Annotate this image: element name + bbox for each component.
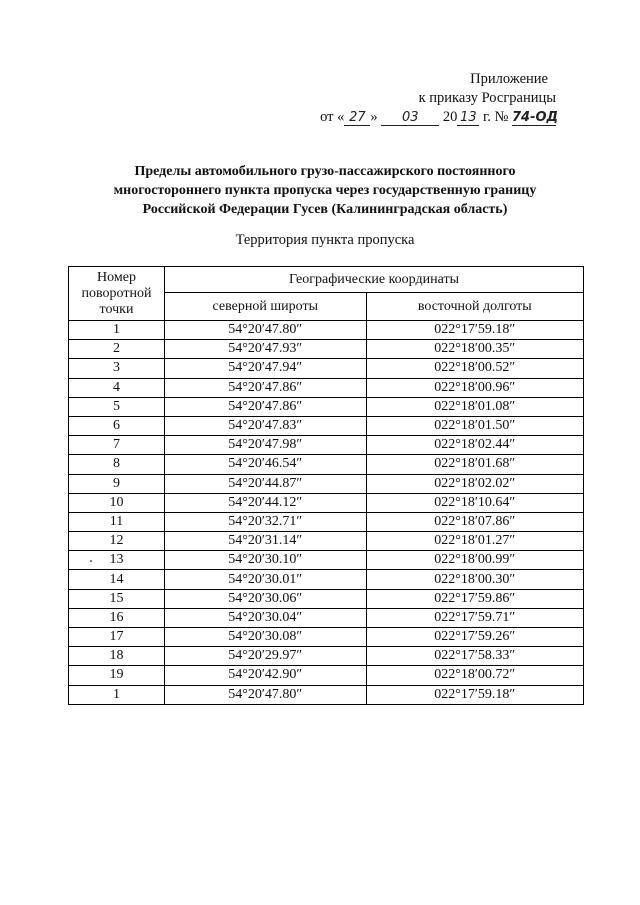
longitude-cell: 022°17′58.33″ (366, 647, 583, 666)
point-number-cell: 9 (69, 474, 165, 493)
point-number-cell: 7 (69, 436, 165, 455)
table-row (69, 608, 584, 627)
point-number-cell: 2 (69, 340, 165, 359)
latitude-cell: 54°20′46.54″ (165, 455, 367, 474)
latitude-cell: 54°20′30.01″ (165, 570, 367, 589)
point-number-cell: 13 (69, 551, 165, 570)
table-row (69, 666, 584, 685)
latitude-cell: 54°20′47.86″ (165, 378, 367, 397)
longitude-cell: 022°17′59.26″ (366, 628, 583, 647)
longitude-cell: 022°18′01.68″ (366, 455, 583, 474)
year-prefix: 20 (442, 109, 458, 125)
longitude-cell: 022°17′59.18″ (366, 321, 583, 340)
table-row (69, 359, 584, 378)
longitude-cell: 022°18′00.96″ (366, 378, 583, 397)
table-body (69, 321, 584, 705)
table-row (69, 532, 584, 551)
table-row (69, 647, 584, 666)
longitude-cell: 022°18′01.50″ (366, 416, 583, 435)
table-row (69, 340, 584, 359)
table-row (69, 397, 584, 416)
table-row (69, 378, 584, 397)
point-number-cell: 8 (69, 455, 165, 474)
point-number-cell: 19 (69, 666, 165, 685)
table-row (69, 436, 584, 455)
point-number-cell: 12 (69, 532, 165, 551)
longitude-cell: 022°18′00.72″ (366, 666, 583, 685)
title-line: многостороннего пункта пропуска через государственную границу (113, 183, 537, 198)
title-line: Российской Федерации Гусев (Калининградская область) (142, 202, 508, 217)
latitude-cell: 54°20′30.04″ (165, 608, 367, 627)
table-row (69, 512, 584, 531)
point-number-cell: 18 (69, 647, 165, 666)
number-label: г. № (482, 109, 509, 125)
point-number-cell: 17 (69, 628, 165, 647)
latitude-cell: 54°20′47.80″ (165, 321, 367, 340)
longitude-cell: 022°17′59.86″ (366, 589, 583, 608)
appendix-date-line (320, 108, 559, 127)
point-number-cell: 1 (69, 685, 165, 704)
point-number-cell: 4 (69, 378, 165, 397)
point-number-cell: 3 (69, 359, 165, 378)
longitude-cell: 022°17′59.18″ (366, 685, 583, 704)
latitude-cell: 54°20′32.71″ (165, 512, 367, 531)
table-row (69, 474, 584, 493)
latitude-cell: 54°20′31.14″ (165, 532, 367, 551)
date-month: 03 (381, 111, 439, 126)
latitude-cell: 54°20′42.90″ (165, 666, 367, 685)
latitude-cell: 54°20′47.83″ (165, 416, 367, 435)
document-title (60, 162, 590, 219)
point-number-cell: 11 (69, 512, 165, 531)
table-row (69, 416, 584, 435)
date-close-quote: » (370, 109, 378, 125)
date-day: 27 (344, 111, 370, 126)
longitude-cell: 022°18′00.99″ (366, 551, 583, 570)
latitude-cell: 54°20′30.06″ (165, 589, 367, 608)
longitude-cell: 022°18′00.30″ (366, 570, 583, 589)
longitude-cell: 022°17′59.71″ (366, 608, 583, 627)
latitude-cell: 54°20′47.94″ (165, 359, 367, 378)
appendix-label: Приложение (470, 71, 548, 87)
appendix-header (320, 70, 559, 127)
latitude-cell: 54°20′47.93″ (165, 340, 367, 359)
table-row (69, 551, 584, 570)
table-row (69, 455, 584, 474)
table-row (69, 493, 584, 512)
table-row (69, 628, 584, 647)
coordinates-table (68, 266, 584, 705)
latitude-cell: 54°20′47.98″ (165, 436, 367, 455)
header-geo-coordinates: Географические координаты (165, 267, 584, 293)
point-number-cell: 16 (69, 608, 165, 627)
header-latitude: северной широты (165, 293, 367, 321)
table-row (69, 570, 584, 589)
point-number-cell: 10 (69, 493, 165, 512)
latitude-cell: 54°20′47.80″ (165, 685, 367, 704)
year-suffix: 13 (457, 111, 479, 126)
longitude-cell: 022°18′01.08″ (366, 397, 583, 416)
longitude-cell: 022°18′01.27″ (366, 532, 583, 551)
header-point-number: Номер поворотной точки (69, 267, 165, 321)
document-subtitle: Территория пункта пропуска (235, 232, 415, 248)
table-row (69, 685, 584, 704)
header-longitude: восточной долготы (366, 293, 583, 321)
longitude-cell: 022°18′00.52″ (366, 359, 583, 378)
point-number-cell: 6 (69, 416, 165, 435)
appendix-order-ref: к приказу Росграницы (418, 90, 556, 106)
order-number: 74-ОД (512, 110, 559, 125)
longitude-cell: 022°18′00.35″ (366, 340, 583, 359)
longitude-cell: 022°18′02.02″ (366, 474, 583, 493)
latitude-cell: 54°20′30.10″ (165, 551, 367, 570)
latitude-cell: 54°20′44.87″ (165, 474, 367, 493)
latitude-cell: 54°20′47.86″ (165, 397, 367, 416)
table-row (69, 321, 584, 340)
date-prefix: от « (320, 109, 345, 125)
point-number-cell: 14 (69, 570, 165, 589)
table-row (69, 589, 584, 608)
point-number-cell: 1 (69, 321, 165, 340)
title-line: Пределы автомобильного грузо-пассажирского постоянного (134, 164, 516, 179)
latitude-cell: 54°20′30.08″ (165, 628, 367, 647)
point-number-cell: 15 (69, 589, 165, 608)
point-number-cell: 5 (69, 397, 165, 416)
longitude-cell: 022°18′02.44″ (366, 436, 583, 455)
longitude-cell: 022°18′07.86″ (366, 512, 583, 531)
longitude-cell: 022°18′10.64″ (366, 493, 583, 512)
latitude-cell: 54°20′44.12″ (165, 493, 367, 512)
latitude-cell: 54°20′29.97″ (165, 647, 367, 666)
